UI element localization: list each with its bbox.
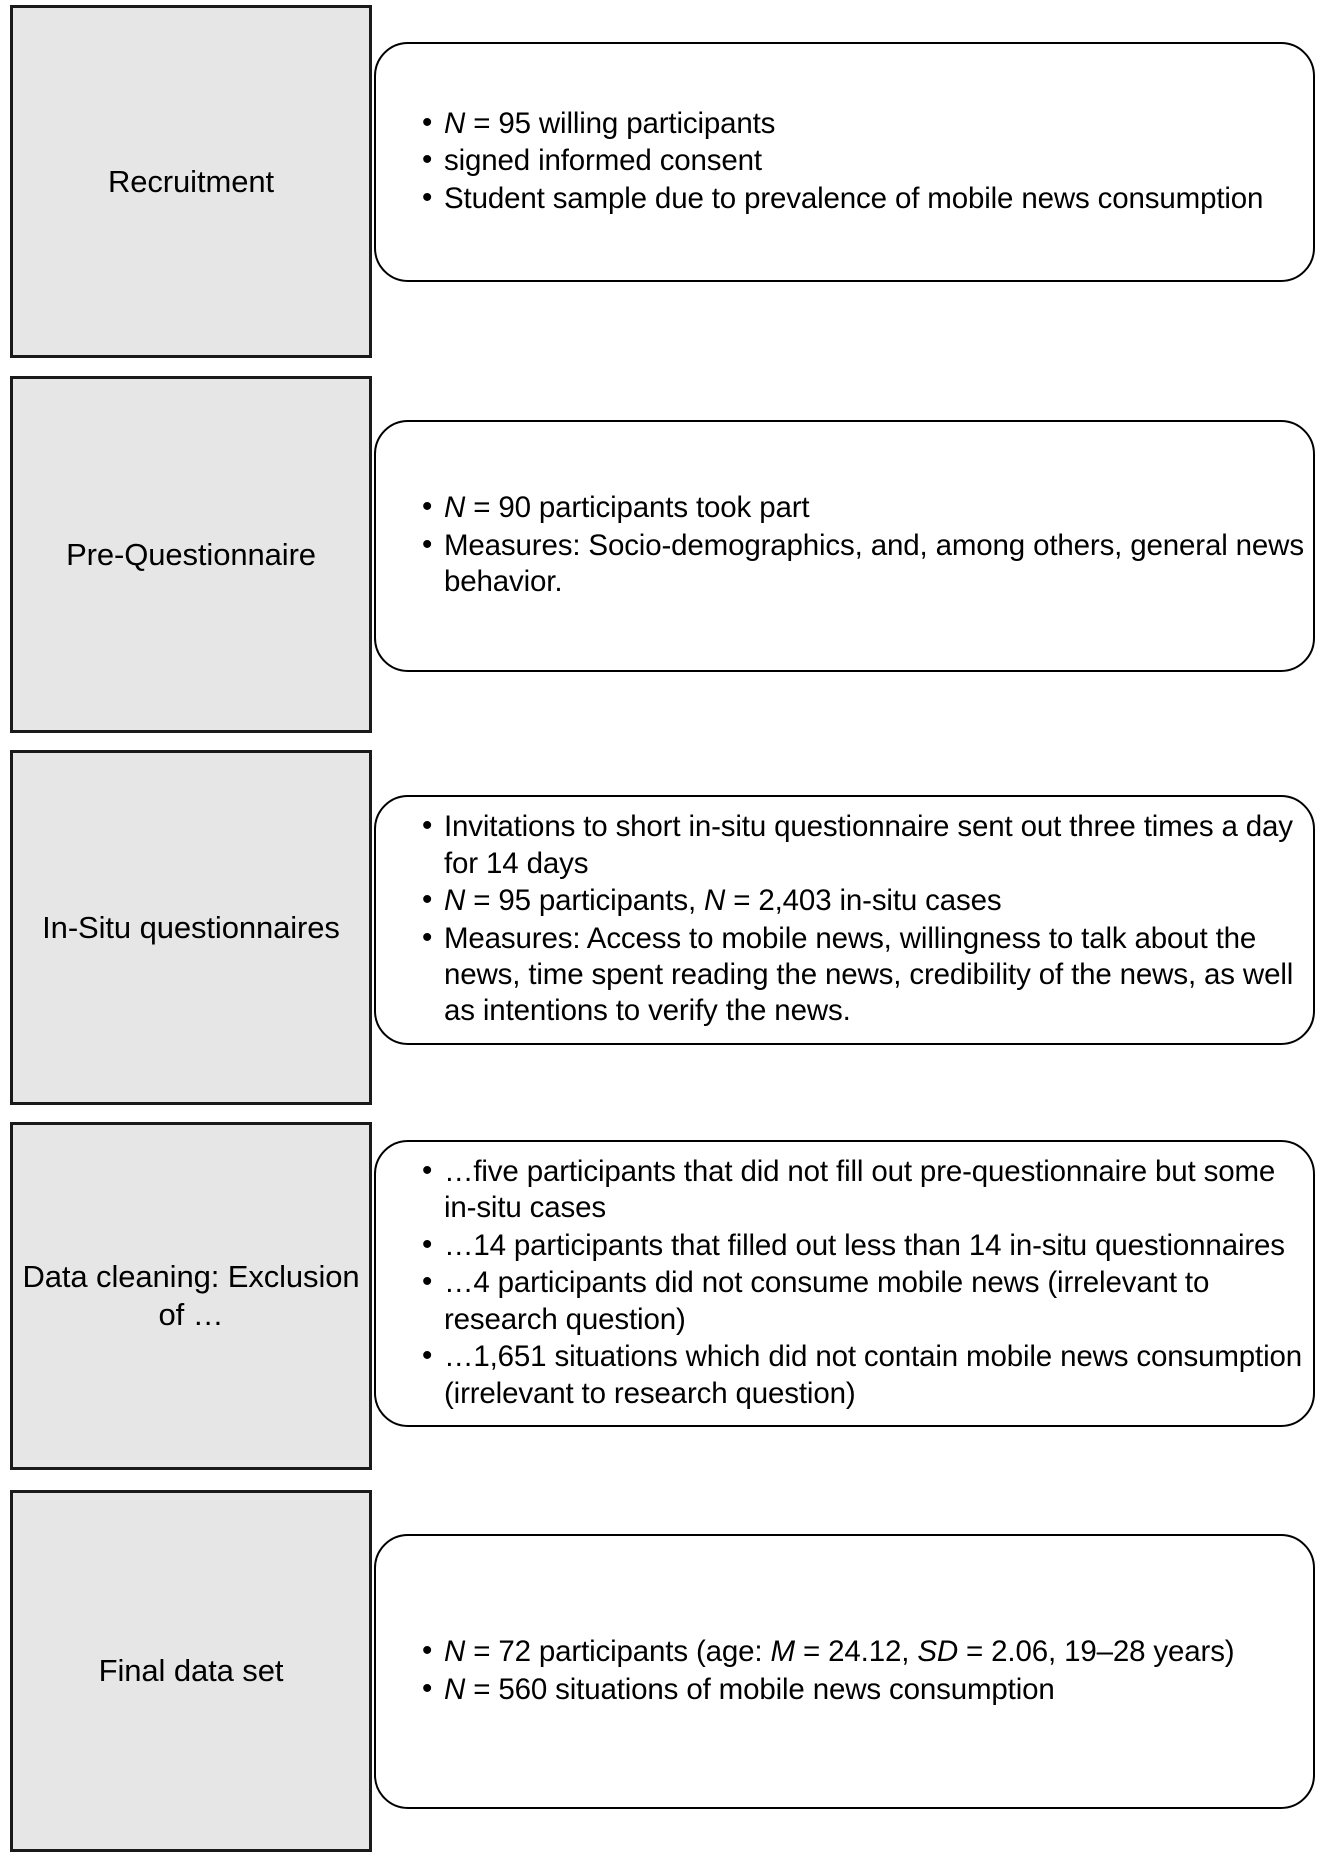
stage-label-pre-questionnaire: Pre-Questionnaire: [66, 536, 316, 572]
bullet-text: …1,651 situations which did not contain mobile news consumption (irrelevant to research question): [444, 1340, 1303, 1410]
detail-box-recruitment: [374, 42, 1315, 282]
bullet-text: …4 participants did not consume mobile news (irrelevant to research question): [444, 1266, 1210, 1336]
bullet-item: [376, 490, 1313, 526]
detail-box-pre-questionnaire: [374, 420, 1315, 672]
bullet-text: = 90 participants took part: [465, 491, 810, 525]
bullet-item: [376, 106, 1313, 142]
bullet-text: = 560 situations of mobile news consumption: [465, 1672, 1055, 1706]
bullet-text: = 95 participants,: [465, 884, 705, 918]
bullet-text: Measures: Socio-demographics, and, among others, general news behavior.: [444, 528, 1304, 599]
bullet-text: …14 participants that filled out less than 14 in-situ questionnaires: [444, 1228, 1285, 1262]
statistic-symbol: N: [444, 1672, 466, 1706]
bullet-text: = 24.12,: [794, 1635, 918, 1669]
stage-label-final-data-set: Final data set: [98, 1653, 284, 1689]
stage-label-recruitment: Recruitment: [107, 163, 274, 199]
statistic-symbol: N: [444, 491, 466, 525]
bullet-item: [376, 1672, 1313, 1708]
bullet-text: = 2.06, 19–28 years): [958, 1635, 1235, 1669]
bullet-item: [376, 921, 1313, 1030]
bullet-text: = 95 willing participants: [465, 106, 776, 140]
stage-label-data-cleaning: Data cleaning: Exclusion of …: [22, 1259, 360, 1332]
statistic-symbol: M: [770, 1635, 795, 1669]
stage-box-data-cleaning: [10, 1122, 372, 1470]
bullet-text: Student sample due to prevalence of mobile news consumption: [444, 181, 1264, 215]
statistic-symbol: N: [444, 1635, 466, 1669]
bullet-text: = 2,403 in-situ cases: [725, 884, 1002, 918]
bullet-item: [376, 1228, 1313, 1264]
stage-box-recruitment: [10, 5, 372, 358]
bullet-list-final-data-set: [376, 1634, 1323, 1709]
detail-box-final-data-set: [374, 1534, 1315, 1809]
stage-box-pre-questionnaire: [10, 376, 372, 733]
bullet-item: [376, 143, 1313, 179]
bullet-text: = 72 participants (age:: [465, 1635, 771, 1669]
detail-box-data-cleaning: [374, 1140, 1315, 1427]
statistic-symbol: N: [444, 106, 466, 140]
bullet-item: [376, 883, 1313, 919]
bullet-text: Measures: Access to mobile news, willingness to talk about the news, time spent reading the news, credibility of the news, as well as intentions to verify the news.: [444, 921, 1294, 1028]
statistic-symbol: N: [704, 884, 726, 918]
bullet-item: [376, 1339, 1313, 1412]
bullet-item: [376, 1265, 1313, 1338]
bullet-item: [376, 1634, 1313, 1670]
bullet-list-pre-questionnaire: [376, 490, 1323, 601]
bullet-text: signed informed consent: [444, 144, 762, 178]
bullet-list-recruitment: [376, 106, 1323, 218]
stage-label-in-situ-questionnaires: In-Situ questionnaires: [42, 909, 340, 945]
bullet-list-in-situ-questionnaires: [376, 809, 1323, 1031]
bullet-item: [376, 181, 1313, 217]
stage-box-in-situ-questionnaires: [10, 750, 372, 1105]
bullet-text: Invitations to short in-situ questionnaire sent out three times a day for 14 days: [444, 810, 1293, 880]
stage-box-final-data-set: [10, 1490, 372, 1852]
statistic-symbol: N: [444, 884, 466, 918]
statistic-symbol: SD: [917, 1635, 958, 1669]
bullet-text: …five participants that did not fill out pre-questionnaire but some in-situ cases: [444, 1155, 1276, 1225]
bullet-item: [376, 809, 1313, 882]
bullet-list-data-cleaning: [376, 1154, 1323, 1413]
detail-box-in-situ-questionnaires: [374, 795, 1315, 1045]
bullet-item: [376, 1154, 1313, 1227]
bullet-item: [376, 528, 1313, 601]
